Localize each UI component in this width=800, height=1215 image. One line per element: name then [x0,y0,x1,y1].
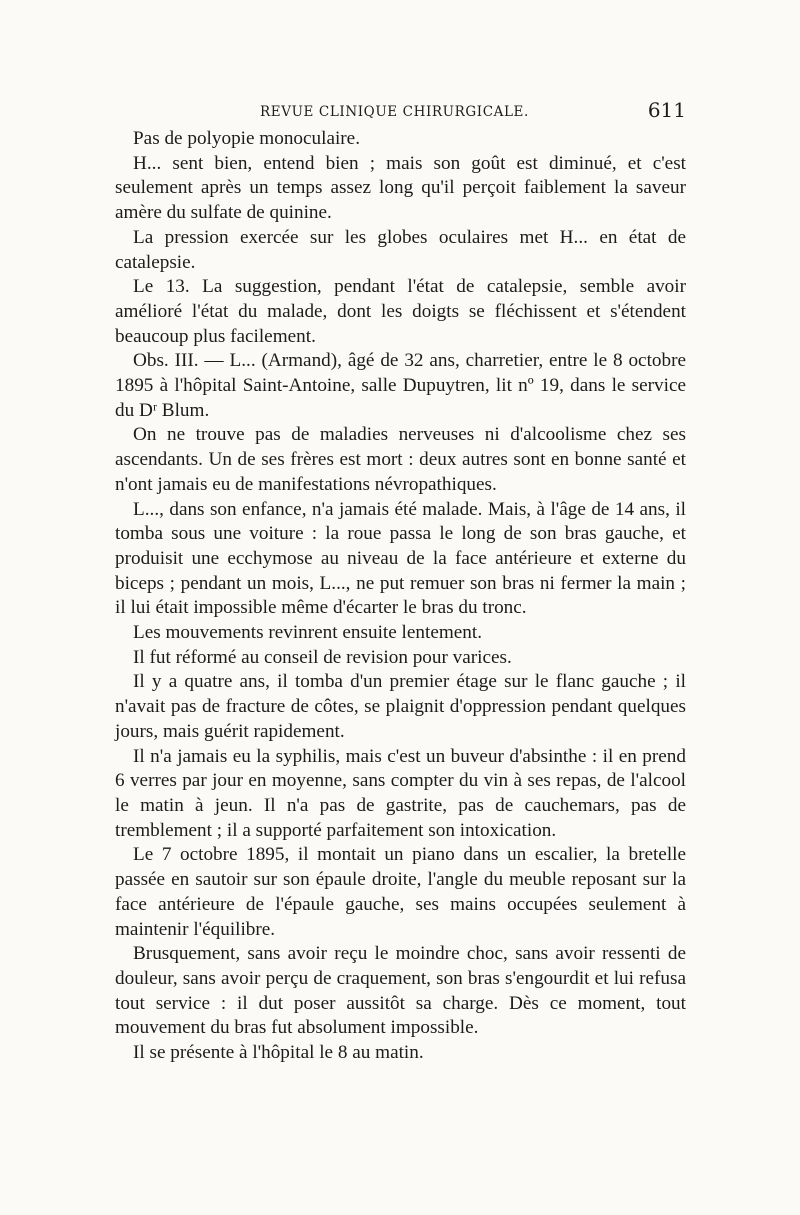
observation-heading-paragraph: Obs. III. — L... (Armand), âgé de 32 ans, charretier, entre le 8 octobre 1895 à l'hôpital Saint-Antoine, salle Dupuytren, lit nº 19, dans le service du Dʳ Blum. [115,350,686,421]
paragraph: L..., dans son enfance, n'a jamais été malade. Mais, à l'âge de 14 ans, il tomba sous une voiture : la roue passa le long de son bras gauche, et produisit une ecchymose au niveau de la face antérieure et externe du biceps ; pendant un mois, L..., ne put remuer son bras ni fermer la main ; il lui était impossible même d'écarter le bras du tronc. [115,498,686,619]
paragraph: Il y a quatre ans, il tomba d'un premier étage sur le flanc gauche ; il n'avait pas de fracture de côtes, se plaignit d'oppression pendant quelques jours, mais guérit rapidement. [115,671,686,742]
paragraph: Il se présente à l'hôpital le 8 au matin. [133,1042,424,1064]
paragraph: Il fut réformé au conseil de revision pour varices. [133,646,512,668]
paragraph: Pas de polyopie monoculaire. [133,128,360,149]
paragraph: La pression exercée sur les globes oculaires met H... en état de catalepsie. [115,226,686,273]
paragraph: On ne trouve pas de maladies nerveuses ni d'alcoolisme chez ses ascendants. Un de ses frères est mort : deux autres sont en bonne santé et n'ont jamais eu de manifestations névropathiques. [115,424,686,495]
paragraph: Les mouvements revinrent ensuite lentement. [133,622,483,644]
page-header [115,98,686,124]
paragraph: Il n'a jamais eu la syphilis, mais c'est un buveur d'absinthe : il en prend 6 verres par jour en moyenne, sans compter du vin à ses repas, de l'alcool le matin à jeun. Il n'a pas de gastrite, pas de cauchemars, pas de tremblement ; il a supporté parfaitement son intoxication. [115,745,686,841]
paragraph: Le 7 octobre 1895, il montait un piano dans un escalier, la bretelle passée en sautoir sur son épaule droite, l'angle du meuble reposant sur la face antérieure de l'épaule gauche, ses mains occupées seulement à maintenir l'équilibre. [115,844,686,940]
page-number: 611 [647,98,686,122]
paragraph: Brusquement, sans avoir reçu le moindre choc, sans avoir ressenti de douleur, sans avoir perçu de craquement, son bras s'engourdit et lui refusa tout service : il dut poser aussitôt sa charge. Dès ce moment, tout mouvement du bras fut absolument impossible. [115,943,686,1039]
paragraph: H... sent bien, entend bien ; mais son goût est diminué, et c'est seulement après un temps assez long qu'il perçoit faiblement la saveur amère du sulfate de quinine. [115,152,686,224]
running-title: REVUE CLINIQUE CHIRURGICALE. [260,104,529,120]
paragraph: Le 13. La suggestion, pendant l'état de catalepsie, semble avoir amélioré l'état du malade, dont les doigts se fléchissent et s'étendent beaucoup plus facilement. [115,276,686,347]
body-text [115,127,686,1066]
